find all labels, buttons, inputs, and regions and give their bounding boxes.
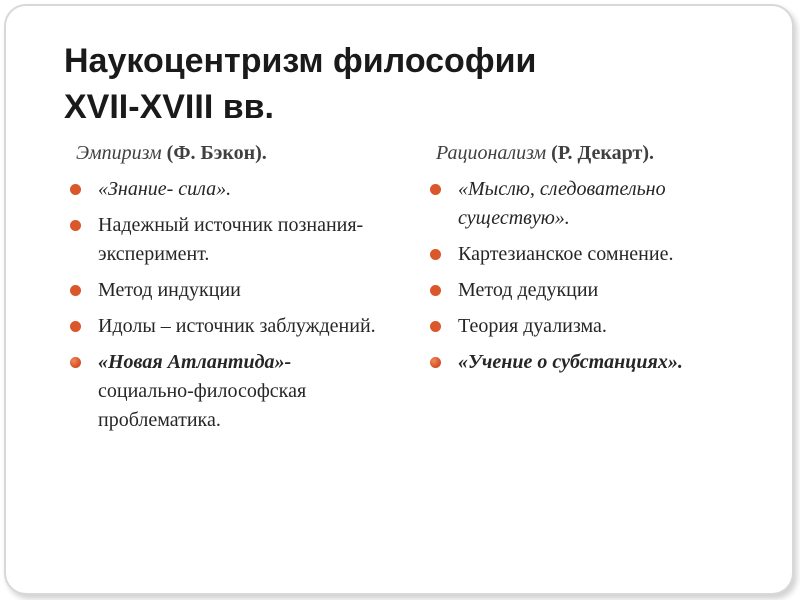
bullet-icon [70,184,81,195]
title-line-1: Наукоцентризм философии [64,42,537,80]
title-line-2: XVII-XVIII вв. [64,88,274,126]
bullet-icon [70,321,81,332]
list-item [428,175,768,233]
list-item [428,348,768,377]
list-item-text-emphasis: «Новая Атлантида»- [98,351,292,373]
list-item-text: Теория дуализма. [458,315,607,337]
bullet-icon [430,285,441,296]
list-item-text: Метод дедукции [458,279,599,301]
slide-frame [4,4,794,595]
list-item-text: социально-философская проблематика. [98,380,307,431]
list-item [428,276,768,305]
list-item-text: Идолы – источник заблуждений. [98,315,376,337]
empiricism-heading [76,139,386,167]
rationalism-label: Рационализм [436,142,547,164]
bullet-icon [70,285,81,296]
list-item-text: Метод индукции [98,279,241,301]
bullet-icon [70,220,81,231]
list-item [428,240,768,269]
star-bullet-icon [70,357,81,368]
bullet-icon [430,321,441,332]
rationalism-list [428,175,768,377]
list-item-text-emphasis: «Учение о субстанциях». [458,351,683,373]
descartes-label: (Р. Декарт). [551,142,654,164]
list-item [428,312,768,341]
empiricism-label: Эмпиризм [76,142,162,164]
rationalism-column [428,139,768,384]
bacon-label: (Ф. Бэкон). [166,142,267,164]
list-item [68,312,386,341]
list-item-text: Картезианское сомнение. [458,243,674,265]
rationalism-heading [436,139,768,167]
list-item [68,175,386,204]
list-item-text: «Знание- сила». [98,178,232,200]
bullet-icon [430,249,441,260]
empiricism-list [68,175,386,435]
list-item [68,211,386,269]
list-item-text: «Мыслю, следовательно существую». [458,178,666,229]
list-item [68,348,386,435]
empiricism-column [68,139,386,442]
star-bullet-icon [430,357,441,368]
bullet-icon [430,184,441,195]
list-item [68,276,386,305]
slide-title [64,38,744,130]
list-item-text: Надежный источник познания- эксперимент. [98,214,364,265]
